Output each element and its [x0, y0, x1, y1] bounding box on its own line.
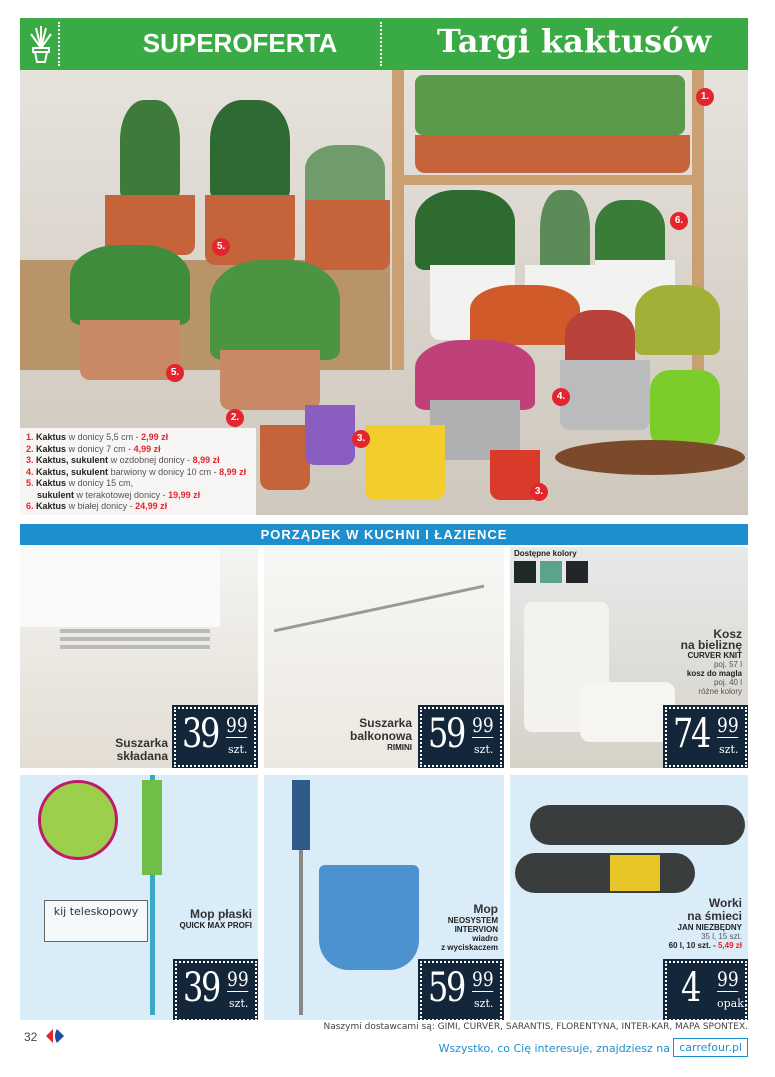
shelf-board: [392, 175, 704, 185]
badge-6: 6.: [670, 212, 688, 230]
mop-package-image: [142, 780, 162, 875]
tagline: Wszystko, co Cię interesuje, znajdziesz na: [438, 1042, 670, 1055]
list-item: 2. Kaktus w donicy 7 cm - 4,99 zł: [26, 443, 161, 454]
product-name: Worki na śmieci JAN NIEZBĘDNY 35 l, 15 szt. 60 l, 10 szt. - 5,49 zł: [668, 896, 742, 950]
price-tag: 4 99 opak.: [665, 961, 747, 1020]
carrefour-logo-icon: [44, 1028, 66, 1044]
price-tag: 74 99 szt.: [665, 707, 747, 767]
price-tag: 59 99 szt.: [420, 961, 502, 1020]
badge-3: 3.: [352, 430, 370, 448]
page-title: Targi kaktusów: [436, 22, 712, 60]
header-bar: [20, 18, 748, 70]
dryer-image: [274, 585, 484, 670]
section-title: PORZĄDEK W KUCHNI I ŁAZIENCE: [20, 524, 748, 545]
colors-label: Dostępne kolory: [514, 549, 577, 558]
suppliers-note: Naszymi dostawcami są: GIMI, CURVER, SARANTIS, FLORENTYNA, INTER-KAR, MAPA SPONTEX.: [323, 1022, 748, 1032]
mop-package-image: [292, 780, 310, 850]
price-tag: 39 99 szt.: [175, 961, 257, 1020]
cactus-pot-icon: [28, 24, 54, 64]
product-name: Mop NEOSYSTEM INTERVION wiadro z wyciskaczem: [441, 902, 498, 952]
color-swatch[interactable]: [514, 561, 536, 583]
website-link[interactable]: carrefour.pl: [673, 1038, 748, 1057]
color-swatch[interactable]: [566, 561, 588, 583]
page-number: 32: [24, 1030, 38, 1044]
cactus-price-list: [20, 428, 256, 515]
product-suszarka-skladana: [20, 547, 258, 768]
badge-5: 5.: [212, 238, 230, 256]
list-item: 3. Kaktus, sukulent w ozdobnej donicy - 8,99 zł: [26, 455, 220, 465]
bucket-image: [319, 865, 419, 970]
product-suszarka-balkonowa: [264, 547, 504, 768]
badge-5: 5.: [166, 364, 184, 382]
badge-3: 3.: [530, 483, 548, 501]
laundry-basket-image: [580, 682, 675, 742]
cactus-photo: [20, 70, 748, 515]
product-mop-plaski: [20, 775, 258, 1020]
product-mop-neosystem: [264, 775, 504, 1020]
trash-bag-roll-image: [515, 853, 695, 893]
list-item: sukulent w terakotowej donicy - 19,99 zł: [37, 489, 201, 500]
product-name: Kosz na bieliznę CURVER KNIT poj. 57 l kosz do magla poj. 40 l różne kolory: [680, 627, 742, 696]
mop-detail-image: [38, 780, 118, 860]
product-name: Suszarka składana: [115, 736, 168, 763]
divider: [380, 22, 382, 66]
product-kosz-na-bielizne: [510, 547, 748, 768]
divider: [58, 22, 60, 66]
badge-1: 1.: [696, 88, 714, 106]
list-item: 6. Kaktus w białej donicy - 24,99 zł: [26, 501, 168, 511]
color-swatch[interactable]: [540, 561, 562, 583]
dryer-image: [60, 629, 210, 633]
callout-telescopic: kij teleskopowy: [44, 900, 148, 942]
product-name: Suszarka balkonowa RIMINI: [349, 716, 412, 752]
superoferta-label: SUPEROFERTA: [142, 28, 338, 58]
badge-4: 4.: [552, 388, 570, 406]
product-name: Mop płaski QUICK MAX PROFI: [179, 907, 252, 930]
window: [20, 547, 220, 627]
list-item: 4. Kaktus, sukulent barwiony w donicy 10 cm - 8,99 zł: [26, 466, 247, 477]
trash-bag-roll-image: [530, 805, 745, 845]
badge-2: 2.: [226, 409, 244, 427]
product-worki-na-smieci: [510, 775, 748, 1020]
label-image: [610, 855, 660, 891]
list-item: 5. Kaktus w donicy 15 cm,: [26, 478, 134, 488]
shelf-post: [392, 70, 404, 370]
price-tag: 59 99 szt.: [420, 707, 502, 767]
price-tag: 39 99 szt.: [174, 707, 256, 767]
list-item: 1. Kaktus w donicy 5,5 cm - 2,99 zł: [26, 432, 169, 442]
